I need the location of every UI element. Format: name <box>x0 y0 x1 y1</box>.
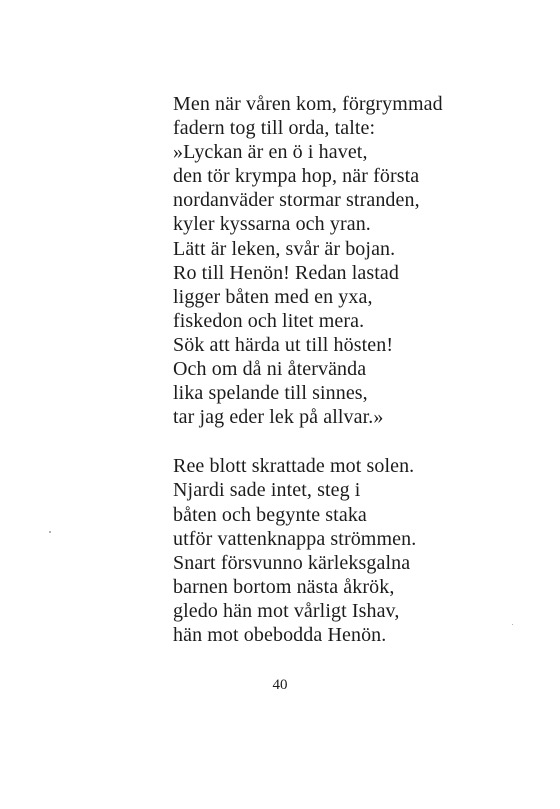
poem-line: Njardi sade intet, steg i <box>173 479 361 502</box>
poem-line: tar jag eder lek på allvar.» <box>173 406 384 429</box>
poem-line: »Lyckan är en ö i havet, <box>173 141 368 164</box>
poem-line: hän mot obebodda Henön. <box>173 623 387 646</box>
poem-line: kyler kyssarna och yran. <box>173 213 371 236</box>
poem-line: Och om då ni återvända <box>173 358 367 381</box>
poem-line: Lätt är leken, svår är bojan. <box>173 237 396 260</box>
poem-line: Ro till Henön! Redan lastad <box>173 261 399 284</box>
poem-line: båten och begynte staka <box>173 503 367 526</box>
poem-line: Snart försvunno kärleksgalna <box>173 551 411 574</box>
poem-text <box>173 92 503 647</box>
poem-line: Ree blott skrattade mot solen. <box>173 455 415 478</box>
poem-line: gledo hän mot vårligt Ishav, <box>173 599 400 622</box>
paper-speck <box>512 624 513 625</box>
poem-line: fiskedon och litet mera. <box>173 309 365 332</box>
page-number: 40 <box>272 677 288 693</box>
paper-speck <box>49 531 51 533</box>
stanza-2 <box>173 454 503 647</box>
poem-line: barnen bortom nästa åkrök, <box>173 575 395 598</box>
poem-line: lika spelande till sinnes, <box>173 382 368 405</box>
poem-line: fadern tog till orda, talte: <box>173 117 376 140</box>
poem-line: utför vattenknappa strömmen. <box>173 527 417 550</box>
poem-line: Men när våren kom, förgrymmad <box>173 93 443 115</box>
poem-line: nordanväder stormar stranden, <box>173 189 420 212</box>
poem-line: Sök att härda ut till hösten! <box>173 333 394 356</box>
poem-line: ligger båten med en yxa, <box>173 285 373 308</box>
poem-line: den tör krympa hop, när första <box>173 165 420 188</box>
stanza-1 <box>173 92 503 429</box>
